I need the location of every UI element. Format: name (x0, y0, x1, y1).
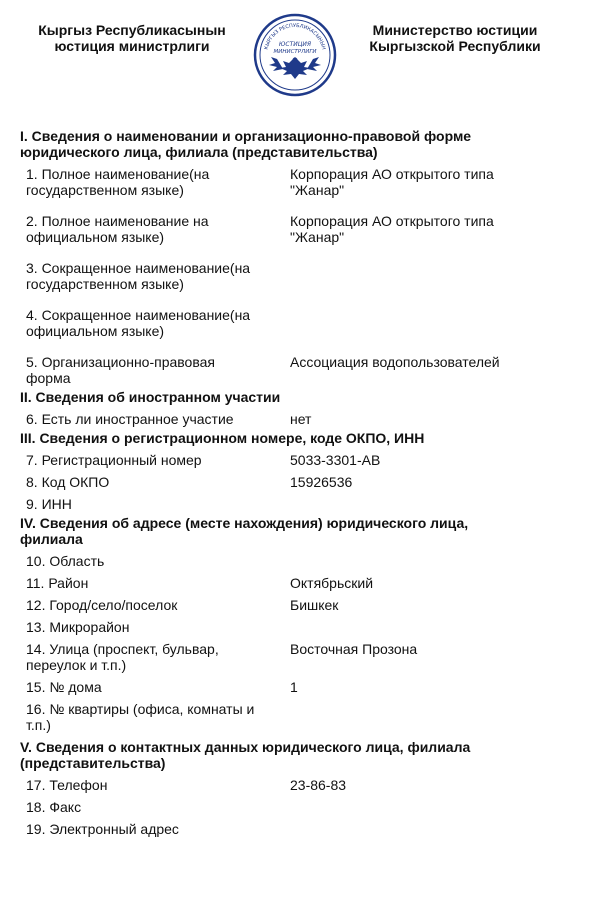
row-region (20, 553, 580, 569)
value-line: Ассоциация водопользователей (290, 354, 500, 370)
row-email (20, 821, 580, 837)
section-title-5-line2: (представительства) (20, 755, 166, 771)
label-line: 5. Организационно-правовая (26, 354, 215, 370)
header-left-line1: Кыргыз Республикасынын (38, 22, 226, 38)
row-value (290, 354, 580, 386)
row-value: 5033-3301-АВ (290, 452, 381, 468)
label-line: государственном языке) (26, 182, 184, 198)
label-line: 2. Полное наименование на (26, 213, 209, 229)
label-line: переулок и т.п.) (26, 657, 127, 673)
row-city (20, 597, 580, 613)
registry-extract (20, 128, 580, 837)
row-district (20, 575, 580, 591)
row-value: Октябрьский (290, 575, 374, 591)
row-label (20, 354, 290, 386)
label-line: 14. Улица (проспект, бульвар, (26, 641, 219, 657)
row-label: 12. Город/село/поселок (26, 597, 178, 613)
row-label: 7. Регистрационный номер (26, 452, 202, 468)
label-line: государственном языке) (26, 276, 184, 292)
emblem-text-line1: ЮСТИЦИЯ (278, 41, 312, 48)
emblem-text-line2: МИНИСТРЛИГИ (273, 49, 317, 55)
section-title-2 (20, 389, 580, 405)
row-label: 9. ИНН (26, 496, 72, 512)
row-legal-form (20, 354, 580, 386)
row-value (290, 307, 580, 339)
label-line: форма (26, 370, 71, 386)
row-value: Бишкек (290, 597, 339, 613)
section-title-5 (20, 739, 580, 771)
row-value (290, 799, 580, 815)
row-street (20, 641, 580, 673)
section-title-1-line2: юридического лица, филиала (представительства) (20, 144, 378, 160)
row-value: 23-86-83 (290, 777, 347, 793)
row-label (20, 260, 290, 292)
row-label (20, 307, 290, 339)
value-line: Корпорация АО открытого типа (290, 213, 494, 229)
row-label: 10. Область (26, 553, 105, 569)
emblem-svg (253, 13, 337, 97)
row-label: 13. Микрорайон (26, 619, 130, 635)
row-apartment (20, 701, 580, 733)
row-label: 8. Код ОКПО (26, 474, 110, 490)
row-label (20, 641, 290, 673)
header-right-title (342, 22, 568, 54)
row-value (290, 641, 580, 673)
row-okpo-code (20, 474, 580, 490)
seal-eagle-icon (253, 13, 337, 97)
row-value (290, 496, 580, 512)
row-short-name-state (20, 260, 580, 292)
header-left-line2: юстиция министрлиги (54, 38, 210, 54)
row-house-number (20, 679, 580, 695)
label-line: 4. Сокращенное наименование(на (26, 307, 251, 323)
row-label (20, 701, 290, 733)
row-value: 15926536 (290, 474, 353, 490)
section-title-4-line2: филиала (20, 531, 83, 547)
section-title-5-line1: V. Сведения о контактных данных юридического лица, филиала (20, 739, 471, 755)
section-title-3 (20, 430, 580, 446)
row-value (290, 701, 580, 733)
row-value (290, 166, 580, 198)
row-value (290, 553, 580, 569)
row-full-name-state (20, 166, 580, 198)
row-value (290, 213, 580, 245)
emblem-ring-text: КЫРГЫЗ РЕСПУБЛИКАСЫНЫН (263, 22, 327, 51)
label-line: 3. Сокращенное наименование(на (26, 260, 251, 276)
row-short-name-official (20, 307, 580, 339)
row-label: 15. № дома (26, 679, 102, 695)
row-value: нет (290, 411, 312, 427)
row-full-name-official (20, 213, 580, 245)
section-title-4 (20, 515, 580, 547)
row-inn (20, 496, 580, 512)
row-label: 18. Факс (26, 799, 82, 815)
row-foreign-participation (20, 411, 580, 427)
label-line: официальном языке) (26, 229, 165, 245)
row-phone (20, 777, 580, 793)
value-line: Корпорация АО открытого типа (290, 166, 494, 182)
section-title-3-line1: III. Сведения о регистрационном номере, коде ОКПО, ИНН (20, 430, 425, 446)
section-title-1 (20, 128, 580, 160)
value-line: Восточная Прозона (290, 641, 418, 657)
row-value (290, 821, 580, 837)
section-title-2-line1: II. Сведения об иностранном участии (20, 389, 281, 405)
section-title-4-line1: IV. Сведения об адресе (месте нахождения) юридического лица, (20, 515, 469, 531)
row-value: 1 (290, 679, 298, 695)
row-microdistrict (20, 619, 580, 635)
value-line: "Жанар" (290, 182, 345, 198)
row-registration-number (20, 452, 580, 468)
row-value (290, 260, 580, 292)
label-line: 1. Полное наименование(на (26, 166, 210, 182)
header-left-title (14, 22, 250, 54)
row-label (20, 213, 290, 245)
row-label (20, 166, 290, 198)
section-title-1-line1: I. Сведения о наименовании и организационно-правовой форме (20, 128, 472, 144)
label-line: 16. № квартиры (офиса, комнаты и (26, 701, 255, 717)
label-line: официальном языке) (26, 323, 165, 339)
row-label: 17. Телефон (26, 777, 108, 793)
row-value (290, 619, 580, 635)
row-fax (20, 799, 580, 815)
header-right-line2: Кыргызской Республики (369, 38, 541, 54)
value-line: "Жанар" (290, 229, 345, 245)
label-line: т.п.) (26, 717, 51, 733)
row-label: 6. Есть ли иностранное участие (26, 411, 234, 427)
header-right-line1: Министерство юстиции (372, 22, 538, 38)
row-label: 19. Электронный адрес (26, 821, 179, 837)
row-label: 11. Район (26, 575, 89, 591)
